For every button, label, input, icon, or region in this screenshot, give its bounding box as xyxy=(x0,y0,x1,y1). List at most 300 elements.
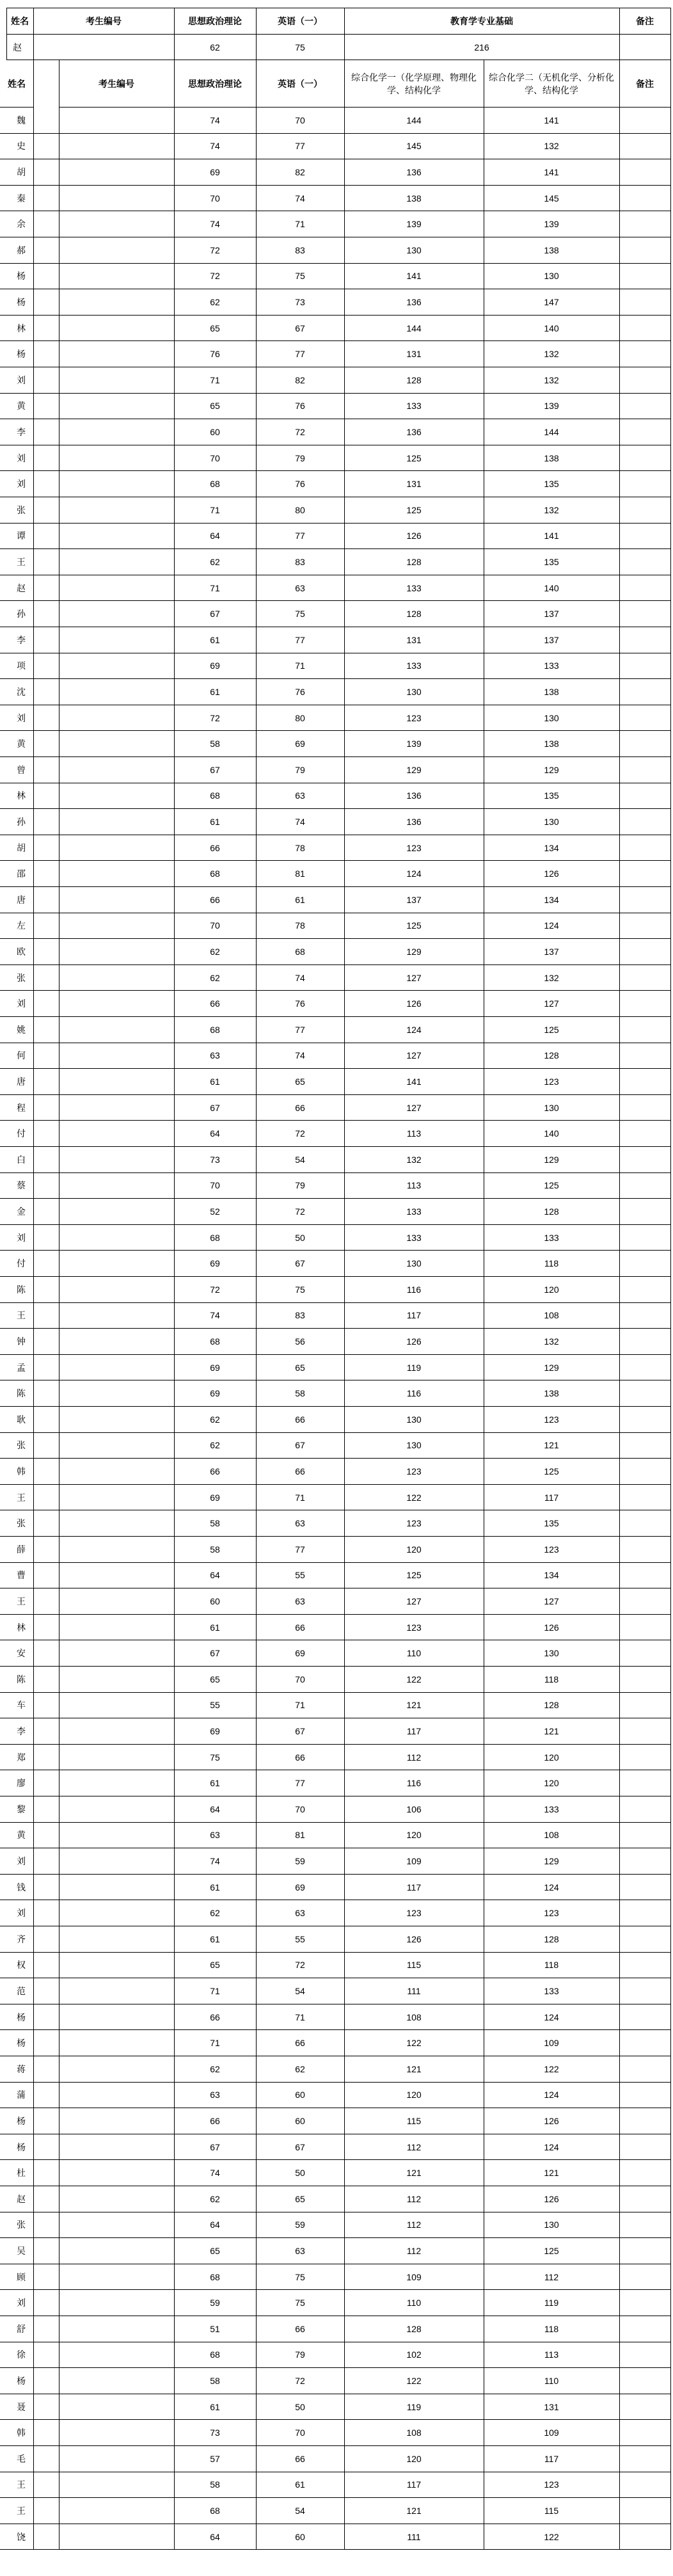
row-id xyxy=(33,913,174,940)
row-english: 76 xyxy=(256,394,344,420)
row-english: 66 xyxy=(256,1095,344,1121)
row-politics: 62 xyxy=(174,1407,256,1433)
row-politics: 62 xyxy=(174,2056,256,2083)
row-chem2: 126 xyxy=(484,1615,619,1641)
table-row xyxy=(0,1563,673,1589)
row-chem2: 118 xyxy=(484,1953,619,1979)
row-id xyxy=(33,2420,174,2446)
table-row xyxy=(0,2394,673,2420)
row-id xyxy=(33,394,174,420)
row-politics: 68 xyxy=(174,2342,256,2369)
table-row xyxy=(0,1953,673,1979)
row-id xyxy=(33,1900,174,1926)
row-id xyxy=(33,1640,174,1667)
table-row xyxy=(0,835,673,861)
row-note xyxy=(619,1953,670,1979)
row-politics: 74 xyxy=(174,1848,256,1875)
row-name: 钱 xyxy=(0,1875,33,1901)
row-chem1: 130 xyxy=(344,1407,484,1433)
row-chem2: 124 xyxy=(484,2134,619,2161)
row-name: 陈 xyxy=(0,1380,33,1407)
row-chem1: 133 xyxy=(344,394,484,420)
row-name: 张 xyxy=(0,1510,33,1537)
row-name: 黄 xyxy=(0,1823,33,1849)
row-politics: 64 xyxy=(174,524,256,550)
table-row xyxy=(0,1823,673,1849)
row-name: 林 xyxy=(0,316,33,342)
table-row xyxy=(0,731,673,757)
row-english: 71 xyxy=(256,653,344,680)
row-english: 80 xyxy=(256,705,344,732)
table-row xyxy=(0,237,673,264)
table-row xyxy=(0,2004,673,2031)
row-note xyxy=(619,1225,670,1251)
table-row xyxy=(0,913,673,940)
table-row xyxy=(0,1225,673,1251)
row-english: 63 xyxy=(256,1588,344,1615)
row-note xyxy=(619,471,670,497)
row-note xyxy=(619,2472,670,2499)
row-chem2: 124 xyxy=(484,2004,619,2031)
row-chem2: 130 xyxy=(484,1640,619,1667)
row-id xyxy=(33,2108,174,2134)
row-english: 83 xyxy=(256,549,344,575)
row-chem2: 127 xyxy=(484,991,619,1017)
row-chem1: 133 xyxy=(344,1225,484,1251)
row-chem1: 130 xyxy=(344,1433,484,1459)
row-politics: 68 xyxy=(174,2498,256,2524)
row-name: 舒 xyxy=(0,2316,33,2342)
table-row xyxy=(0,2108,673,2134)
row-english: 67 xyxy=(256,1251,344,1277)
row-chem2: 132 xyxy=(484,965,619,991)
table-header xyxy=(0,8,673,35)
row-politics: 74 xyxy=(174,134,256,160)
row-note xyxy=(619,1407,670,1433)
row-chem1: 120 xyxy=(344,2083,484,2109)
row-politics: 67 xyxy=(174,757,256,783)
grid-line xyxy=(174,8,175,2550)
row-politics: 65 xyxy=(174,394,256,420)
row-english: 66 xyxy=(256,1407,344,1433)
row-chem2: 133 xyxy=(484,1978,619,2004)
table-row xyxy=(0,316,673,342)
row-english: 70 xyxy=(256,108,344,134)
table-row xyxy=(0,2290,673,2316)
row-english: 56 xyxy=(256,1329,344,1355)
row-note xyxy=(619,1043,670,1069)
table-row xyxy=(0,2420,673,2446)
table-row xyxy=(0,783,673,810)
row-chem1: 116 xyxy=(344,1380,484,1407)
row-chem1: 132 xyxy=(344,1147,484,1173)
row-id xyxy=(33,289,174,316)
row-politics: 69 xyxy=(174,1485,256,1511)
row-note xyxy=(619,264,670,290)
row-english: 71 xyxy=(256,211,344,237)
row-chem1: 122 xyxy=(344,2030,484,2056)
table-row xyxy=(0,289,673,316)
row-id xyxy=(33,419,174,445)
row-chem2: 123 xyxy=(484,2472,619,2499)
row-chem2: 122 xyxy=(484,2524,619,2550)
table-row xyxy=(0,211,673,237)
row-english: 68 xyxy=(256,939,344,965)
first-row-major: 216 xyxy=(344,35,619,60)
row-english: 79 xyxy=(256,445,344,472)
row-id xyxy=(33,2472,174,2499)
header-note: 备注 xyxy=(619,8,670,35)
row-name: 何 xyxy=(0,1043,33,1069)
subheader-chem1: 综合化学一（化学原理、物理化学、结构化学 xyxy=(344,60,484,108)
row-chem1: 124 xyxy=(344,861,484,887)
row-chem1: 131 xyxy=(344,341,484,367)
row-chem1: 126 xyxy=(344,991,484,1017)
row-english: 61 xyxy=(256,2472,344,2499)
row-chem1: 127 xyxy=(344,1095,484,1121)
row-id xyxy=(33,1485,174,1511)
row-id xyxy=(33,159,174,186)
row-id xyxy=(33,2004,174,2031)
row-note xyxy=(619,913,670,940)
table-row xyxy=(0,108,673,134)
row-chem1: 144 xyxy=(344,316,484,342)
row-english: 75 xyxy=(256,2264,344,2291)
row-english: 77 xyxy=(256,1017,344,1043)
row-chem2: 112 xyxy=(484,2264,619,2291)
row-note xyxy=(619,939,670,965)
table-row xyxy=(0,887,673,913)
row-note xyxy=(619,2342,670,2369)
row-id xyxy=(33,1745,174,1771)
table-row xyxy=(0,445,673,472)
row-english: 65 xyxy=(256,1069,344,1095)
row-chem1: 145 xyxy=(344,134,484,160)
grid-line xyxy=(619,8,620,2550)
table-row xyxy=(0,1380,673,1407)
table-row xyxy=(0,1173,673,1199)
row-id xyxy=(33,1848,174,1875)
row-chem1: 108 xyxy=(344,2420,484,2446)
row-name: 魏 xyxy=(0,108,33,134)
row-english: 50 xyxy=(256,2394,344,2420)
row-chem1: 123 xyxy=(344,1510,484,1537)
table-row xyxy=(0,1588,673,1615)
row-politics: 62 xyxy=(174,289,256,316)
row-name: 饶 xyxy=(0,2524,33,2550)
row-id xyxy=(33,2498,174,2524)
row-id xyxy=(33,524,174,550)
row-politics: 63 xyxy=(174,2083,256,2109)
row-name: 杨 xyxy=(0,289,33,316)
table-row xyxy=(0,2160,673,2186)
row-name: 王 xyxy=(0,1303,33,1329)
row-chem1: 127 xyxy=(344,965,484,991)
first-row-id xyxy=(33,35,174,60)
row-politics: 68 xyxy=(174,1017,256,1043)
row-chem2: 115 xyxy=(484,2498,619,2524)
row-politics: 71 xyxy=(174,367,256,394)
row-english: 77 xyxy=(256,1770,344,1796)
subheader-english: 英语（一） xyxy=(256,60,344,108)
row-name: 付 xyxy=(0,1121,33,1147)
table-row xyxy=(0,524,673,550)
subheader-note: 备注 xyxy=(619,60,670,108)
row-politics: 69 xyxy=(174,1251,256,1277)
table-row xyxy=(0,1745,673,1771)
row-chem1: 128 xyxy=(344,601,484,627)
first-row-english: 75 xyxy=(256,35,344,60)
table-row xyxy=(0,1303,673,1329)
row-id xyxy=(33,2524,174,2550)
row-note xyxy=(619,2056,670,2083)
row-english: 66 xyxy=(256,1615,344,1641)
table-row xyxy=(0,1667,673,1693)
row-name: 王 xyxy=(0,1485,33,1511)
row-english: 71 xyxy=(256,1485,344,1511)
row-id xyxy=(33,1796,174,1823)
row-name: 沈 xyxy=(0,679,33,705)
row-id xyxy=(33,2368,174,2394)
row-chem2: 126 xyxy=(484,861,619,887)
first-row xyxy=(0,35,673,60)
row-politics: 52 xyxy=(174,1199,256,1225)
row-english: 79 xyxy=(256,757,344,783)
row-note xyxy=(619,549,670,575)
row-name: 耿 xyxy=(0,1407,33,1433)
row-politics: 61 xyxy=(174,1926,256,1953)
row-english: 77 xyxy=(256,524,344,550)
row-note xyxy=(619,497,670,524)
row-politics: 61 xyxy=(174,1615,256,1641)
row-politics: 69 xyxy=(174,159,256,186)
row-name: 刘 xyxy=(0,1900,33,1926)
row-note xyxy=(619,1251,670,1277)
subheader-chem2: 综合化学二（无机化学、分析化学、结构化学 xyxy=(484,60,619,108)
row-chem1: 109 xyxy=(344,1848,484,1875)
table-row xyxy=(0,965,673,991)
row-chem1: 119 xyxy=(344,2394,484,2420)
row-english: 83 xyxy=(256,1303,344,1329)
row-id xyxy=(33,2394,174,2420)
table-row xyxy=(0,1693,673,1719)
table-row xyxy=(0,1900,673,1926)
row-note xyxy=(619,1537,670,1563)
row-chem1: 136 xyxy=(344,419,484,445)
row-english: 76 xyxy=(256,991,344,1017)
row-name: 刘 xyxy=(0,705,33,732)
row-note xyxy=(619,1718,670,1745)
row-politics: 70 xyxy=(174,913,256,940)
row-name: 陈 xyxy=(0,1277,33,1303)
row-id xyxy=(33,367,174,394)
row-politics: 66 xyxy=(174,835,256,861)
row-note xyxy=(619,1303,670,1329)
row-name: 聂 xyxy=(0,2394,33,2420)
table-row xyxy=(0,1069,673,1095)
row-id xyxy=(33,653,174,680)
table-row xyxy=(0,1043,673,1069)
row-note xyxy=(619,1121,670,1147)
row-id xyxy=(33,2342,174,2369)
row-chem1: 137 xyxy=(344,887,484,913)
row-chem1: 113 xyxy=(344,1173,484,1199)
row-chem1: 115 xyxy=(344,1953,484,1979)
row-chem2: 140 xyxy=(484,575,619,602)
table-row xyxy=(0,2264,673,2291)
table-subheader xyxy=(0,60,673,108)
table-row xyxy=(0,1147,673,1173)
subheader-politics: 思想政治理论 xyxy=(174,60,256,108)
row-id xyxy=(33,2238,174,2264)
table-row xyxy=(0,1848,673,1875)
row-name: 秦 xyxy=(0,186,33,212)
row-english: 75 xyxy=(256,1277,344,1303)
row-id xyxy=(33,497,174,524)
first-row-note xyxy=(619,35,670,60)
row-politics: 64 xyxy=(174,1563,256,1589)
row-politics: 61 xyxy=(174,809,256,835)
row-note xyxy=(619,1510,670,1537)
row-chem2: 127 xyxy=(484,1588,619,1615)
row-chem1: 126 xyxy=(344,524,484,550)
table-row xyxy=(0,394,673,420)
row-note xyxy=(619,835,670,861)
row-chem2: 118 xyxy=(484,1251,619,1277)
row-name: 顾 xyxy=(0,2264,33,2291)
row-chem1: 120 xyxy=(344,2446,484,2472)
row-chem1: 133 xyxy=(344,653,484,680)
row-chem2: 123 xyxy=(484,1900,619,1926)
row-note xyxy=(619,2316,670,2342)
row-name: 孟 xyxy=(0,1355,33,1381)
row-note xyxy=(619,2186,670,2212)
row-note xyxy=(619,2264,670,2291)
row-politics: 73 xyxy=(174,2420,256,2446)
row-chem2: 133 xyxy=(484,653,619,680)
row-english: 75 xyxy=(256,2290,344,2316)
row-chem1: 111 xyxy=(344,2524,484,2550)
row-chem1: 125 xyxy=(344,497,484,524)
row-id xyxy=(33,2056,174,2083)
row-chem1: 125 xyxy=(344,1563,484,1589)
row-id xyxy=(33,809,174,835)
row-english: 73 xyxy=(256,289,344,316)
table-row xyxy=(0,2342,673,2369)
row-note xyxy=(619,211,670,237)
row-politics: 59 xyxy=(174,2290,256,2316)
row-id xyxy=(33,1667,174,1693)
row-chem2: 119 xyxy=(484,2290,619,2316)
row-english: 58 xyxy=(256,1380,344,1407)
row-chem1: 121 xyxy=(344,2498,484,2524)
row-name: 黄 xyxy=(0,731,33,757)
row-chem1: 139 xyxy=(344,731,484,757)
table-row xyxy=(0,1355,673,1381)
row-name: 付 xyxy=(0,1251,33,1277)
row-id xyxy=(33,134,174,160)
row-english: 72 xyxy=(256,1121,344,1147)
row-chem2: 125 xyxy=(484,1173,619,1199)
row-name: 金 xyxy=(0,1199,33,1225)
row-chem2: 121 xyxy=(484,1433,619,1459)
row-chem2: 144 xyxy=(484,419,619,445)
row-chem2: 122 xyxy=(484,2056,619,2083)
row-chem1: 123 xyxy=(344,705,484,732)
row-note xyxy=(619,2212,670,2239)
table-row xyxy=(0,471,673,497)
row-id xyxy=(33,108,174,134)
row-name: 唐 xyxy=(0,887,33,913)
row-chem1: 139 xyxy=(344,211,484,237)
row-note xyxy=(619,108,670,134)
row-id xyxy=(33,1459,174,1485)
row-politics: 69 xyxy=(174,1355,256,1381)
row-id xyxy=(33,861,174,887)
row-name: 王 xyxy=(0,1588,33,1615)
row-chem1: 115 xyxy=(344,2108,484,2134)
row-name: 权 xyxy=(0,1953,33,1979)
row-politics: 62 xyxy=(174,1433,256,1459)
table-row xyxy=(0,2446,673,2472)
row-name: 刘 xyxy=(0,1848,33,1875)
row-name: 项 xyxy=(0,653,33,680)
row-note xyxy=(619,1355,670,1381)
row-chem1: 123 xyxy=(344,1900,484,1926)
row-note xyxy=(619,419,670,445)
table-row xyxy=(0,2498,673,2524)
table-row xyxy=(0,2316,673,2342)
row-id xyxy=(33,679,174,705)
row-politics: 71 xyxy=(174,1978,256,2004)
row-id xyxy=(33,2290,174,2316)
row-id xyxy=(33,1718,174,1745)
row-id xyxy=(33,705,174,732)
row-chem1: 127 xyxy=(344,1588,484,1615)
row-english: 82 xyxy=(256,367,344,394)
row-id xyxy=(33,2264,174,2291)
row-id xyxy=(33,991,174,1017)
table-row xyxy=(0,601,673,627)
row-politics: 72 xyxy=(174,705,256,732)
row-note xyxy=(619,394,670,420)
row-chem1: 123 xyxy=(344,1615,484,1641)
row-chem1: 131 xyxy=(344,471,484,497)
row-chem1: 129 xyxy=(344,939,484,965)
row-id xyxy=(33,1407,174,1433)
row-note xyxy=(619,705,670,732)
first-row-name: 赵 xyxy=(6,35,33,60)
row-chem2: 138 xyxy=(484,1380,619,1407)
row-note xyxy=(619,445,670,472)
row-id xyxy=(33,783,174,810)
row-politics: 74 xyxy=(174,1303,256,1329)
row-english: 82 xyxy=(256,159,344,186)
table-row xyxy=(0,1407,673,1433)
row-chem2: 117 xyxy=(484,2446,619,2472)
row-politics: 68 xyxy=(174,861,256,887)
row-name: 杜 xyxy=(0,2160,33,2186)
row-note xyxy=(619,2108,670,2134)
row-politics: 64 xyxy=(174,2212,256,2239)
row-note xyxy=(619,289,670,316)
row-chem2: 129 xyxy=(484,1355,619,1381)
row-note xyxy=(619,2420,670,2446)
row-name: 王 xyxy=(0,549,33,575)
row-chem1: 136 xyxy=(344,809,484,835)
row-name: 孙 xyxy=(0,601,33,627)
row-id xyxy=(33,887,174,913)
